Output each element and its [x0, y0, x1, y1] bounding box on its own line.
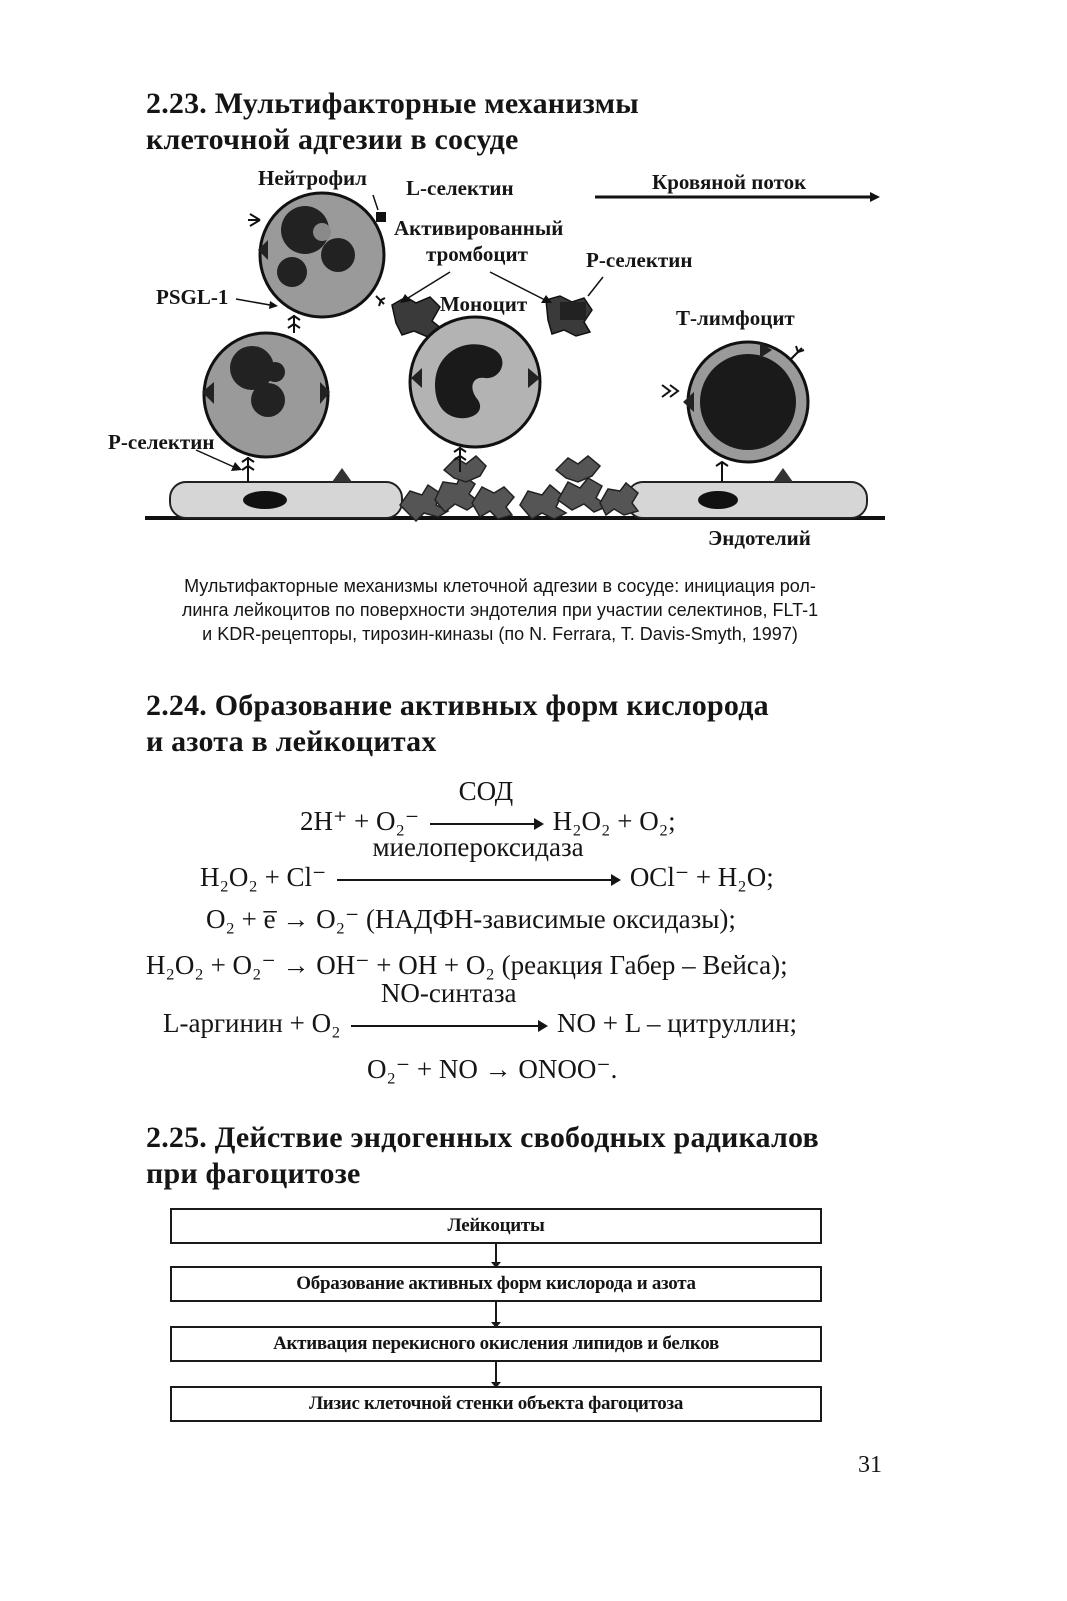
label-neutrophil: Нейтрофил: [258, 166, 367, 190]
rolling-neutrophil-cell: [202, 333, 330, 457]
label-l-selectin: L-селектин: [406, 176, 514, 200]
equation-1-right: H₂O₂ + O₂;: [552, 806, 676, 836]
caption-line2: линга лейкоцитов по поверхности эндотелия при участии селектинов, FLT-1: [181, 600, 819, 620]
equation-1-catalyst: СОД: [458, 776, 514, 806]
section-2-23-title: [146, 86, 639, 158]
page-number: 31: [858, 1452, 882, 1478]
equation-3: O₂ + e̅ → O₂⁻ (НАДФН-зависимые оксидазы);: [206, 904, 736, 934]
flow-step-ros-formation: Образование активных форм кислорода и азота: [170, 1266, 822, 1302]
equation-5: [163, 978, 798, 1039]
platelet-aggregate: [400, 456, 638, 521]
section-2-24-title-line2: и азота в лейкоцитах: [146, 725, 437, 758]
equation-5-catalyst: NO-синтаза: [380, 978, 517, 1008]
endothelial-cell-left: [170, 482, 402, 518]
monocyte-cell: [410, 317, 540, 447]
equation-2-catalyst: миелопероксидаза: [372, 832, 584, 862]
label-endothelium: Эндотелий: [708, 526, 811, 550]
t-lymphocyte-cell: [683, 342, 808, 462]
section-2-25-title: [146, 1120, 819, 1192]
section-2-24-title: [146, 688, 769, 760]
label-blood-flow: Кровяной поток: [652, 170, 807, 194]
flow-step-leukocytes: Лейкоциты: [170, 1208, 822, 1244]
equation-6: O₂⁻ + NO → ONOO⁻.: [367, 1054, 618, 1084]
equation-2: [200, 832, 774, 893]
label-activated: Активированный: [394, 216, 564, 240]
section-2-25-title-line1: 2.25. Действие эндогенных свободных радикалов: [146, 1121, 819, 1154]
flow-step-cell-wall-lysis: Лизис клеточной стенки объекта фагоцитоза: [170, 1386, 822, 1422]
flow-arrow-1: [495, 1244, 497, 1266]
label-p-selectin-left: Р-селектин: [108, 430, 215, 454]
section-2-25-title-line2: при фагоцитозе: [146, 1157, 361, 1190]
equation-4: H₂O₂ + O₂⁻ → OH⁻ + OH + O₂ (реакция Габер – Вейса);: [146, 950, 788, 980]
label-t-lymphocyte: Т-лимфоцит: [676, 306, 795, 330]
label-psgl1: PSGL-1: [156, 285, 229, 309]
section-2-23-title-line2: клеточной адгезии в сосуде: [146, 123, 519, 156]
label-platelet: тромбоцит: [426, 242, 528, 266]
equation-5-left: L-аргинин + O₂: [163, 1008, 341, 1038]
equation-2-right: OCl⁻ + H₂O;: [629, 862, 774, 892]
label-monocyte: Моноцит: [440, 292, 528, 316]
neutrophil-cell: [258, 193, 386, 317]
equation-1-left: 2H⁺ + O₂⁻: [300, 806, 420, 836]
section-2-24-title-line1: 2.24. Образование активных форм кислорода: [146, 689, 769, 722]
adhesion-diagram: [100, 160, 900, 560]
figure-caption: [100, 574, 900, 646]
equation-5-right: NO + L – цитруллин;: [556, 1008, 798, 1038]
flow-arrow-3: [495, 1362, 497, 1386]
section-2-23-title-line1: 2.23. Мультифакторные механизмы: [146, 87, 639, 120]
label-p-selectin-top: Р-селектин: [586, 248, 693, 272]
equation-2-left: H₂O₂ + Cl⁻: [200, 862, 327, 892]
caption-line1: Мультифакторные механизмы клеточной адгезии в сосуде: инициация рол-: [184, 576, 816, 596]
flow-arrow-2: [495, 1302, 497, 1326]
flow-step-lipid-peroxidation: Активация перекисного окисления липидов и белков: [170, 1326, 822, 1362]
endothelial-cell-right: [627, 482, 867, 518]
caption-line3: и KDR-рецепторы, тирозин-киназы (по N. Ferrara, T. Davis-Smyth, 1997): [202, 624, 798, 644]
